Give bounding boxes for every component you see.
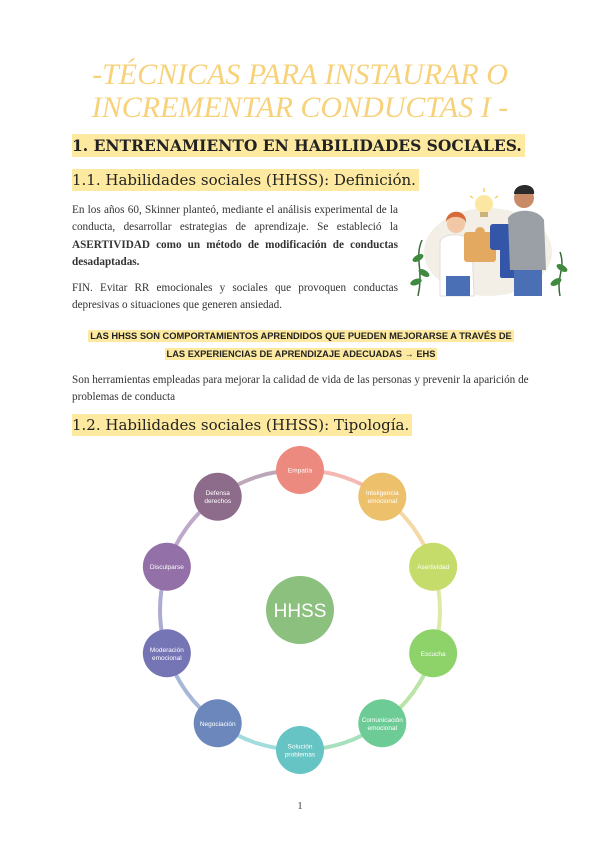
skill-node-label: Asertividad: [417, 564, 450, 572]
banner-line-2: LAS EXPERIENCIAS DE APRENDIZAJE ADECUADAS → EHS: [166, 348, 436, 359]
skill-node-label: Solución problemas: [284, 743, 316, 759]
skill-node: [143, 543, 191, 591]
title-line-2: INCREMENTAR CONDUCTAS I -: [91, 91, 509, 124]
section-1-heading: 1. ENTRENAMIENTO EN HABILIDADES SOCIALES.: [72, 136, 525, 155]
skill-node: [194, 473, 242, 521]
section-1-2-heading: 1.2. Habilidades sociales (HHSS): Tipología.: [72, 416, 412, 434]
tools-paragraph: Son herramientas empleadas para mejorar la calidad de vida de las personas y prevenir la aparición de problemas de conducta: [72, 374, 529, 404]
skill-node-label: Negociación: [199, 720, 236, 728]
assertiveness-bold: ASERTIVIDAD como un método de modificación de conductas desadaptadas.: [72, 238, 398, 269]
skill-node-label: Disculparse: [149, 564, 184, 572]
skill-node: [194, 699, 242, 747]
skill-node: [276, 726, 324, 774]
skill-node: [409, 543, 457, 591]
skill-node-label: Inteligencia emocional: [365, 490, 399, 506]
skill-node: [358, 473, 406, 521]
skill-node: [358, 699, 406, 747]
skill-node-label: Empatía: [287, 467, 313, 475]
section-1-1-heading: 1.1. Habilidades sociales (HHSS): Definición.: [72, 171, 419, 189]
skill-node: [409, 629, 457, 677]
title-line-1: -TÉCNICAS PARA INSTAURAR O: [92, 58, 508, 91]
skill-node: [276, 446, 324, 494]
banner-line-1: LAS HHSS SON COMPORTAMIENTOS APRENDIDOS QUE PUEDEN MEJORARSE A TRAVÉS DE: [90, 331, 512, 341]
definition-paragraph: En los años 60, Skinner planteó, mediante el análisis experimental de la conducta, desarrollar estrategias de aprendizaje. Se estableció la ASERTIVIDAD como un método de modificación de conductas desadaptadas.: [72, 204, 398, 269]
skill-node: [143, 629, 191, 677]
skill-node-label: Moderación emocional: [149, 646, 184, 662]
purpose-paragraph: FIN. Evitar RR emocionales y sociales que provoquen conductas depresivas o situaciones que generen ansiedad.: [72, 282, 398, 312]
skill-node-label: Comunicación emocional: [361, 716, 403, 732]
skill-node-label: Defensa derechos: [204, 490, 232, 506]
page-number: 1: [297, 800, 303, 812]
center-label: HHSS: [273, 601, 327, 622]
skill-node-label: Escucha: [420, 650, 446, 658]
